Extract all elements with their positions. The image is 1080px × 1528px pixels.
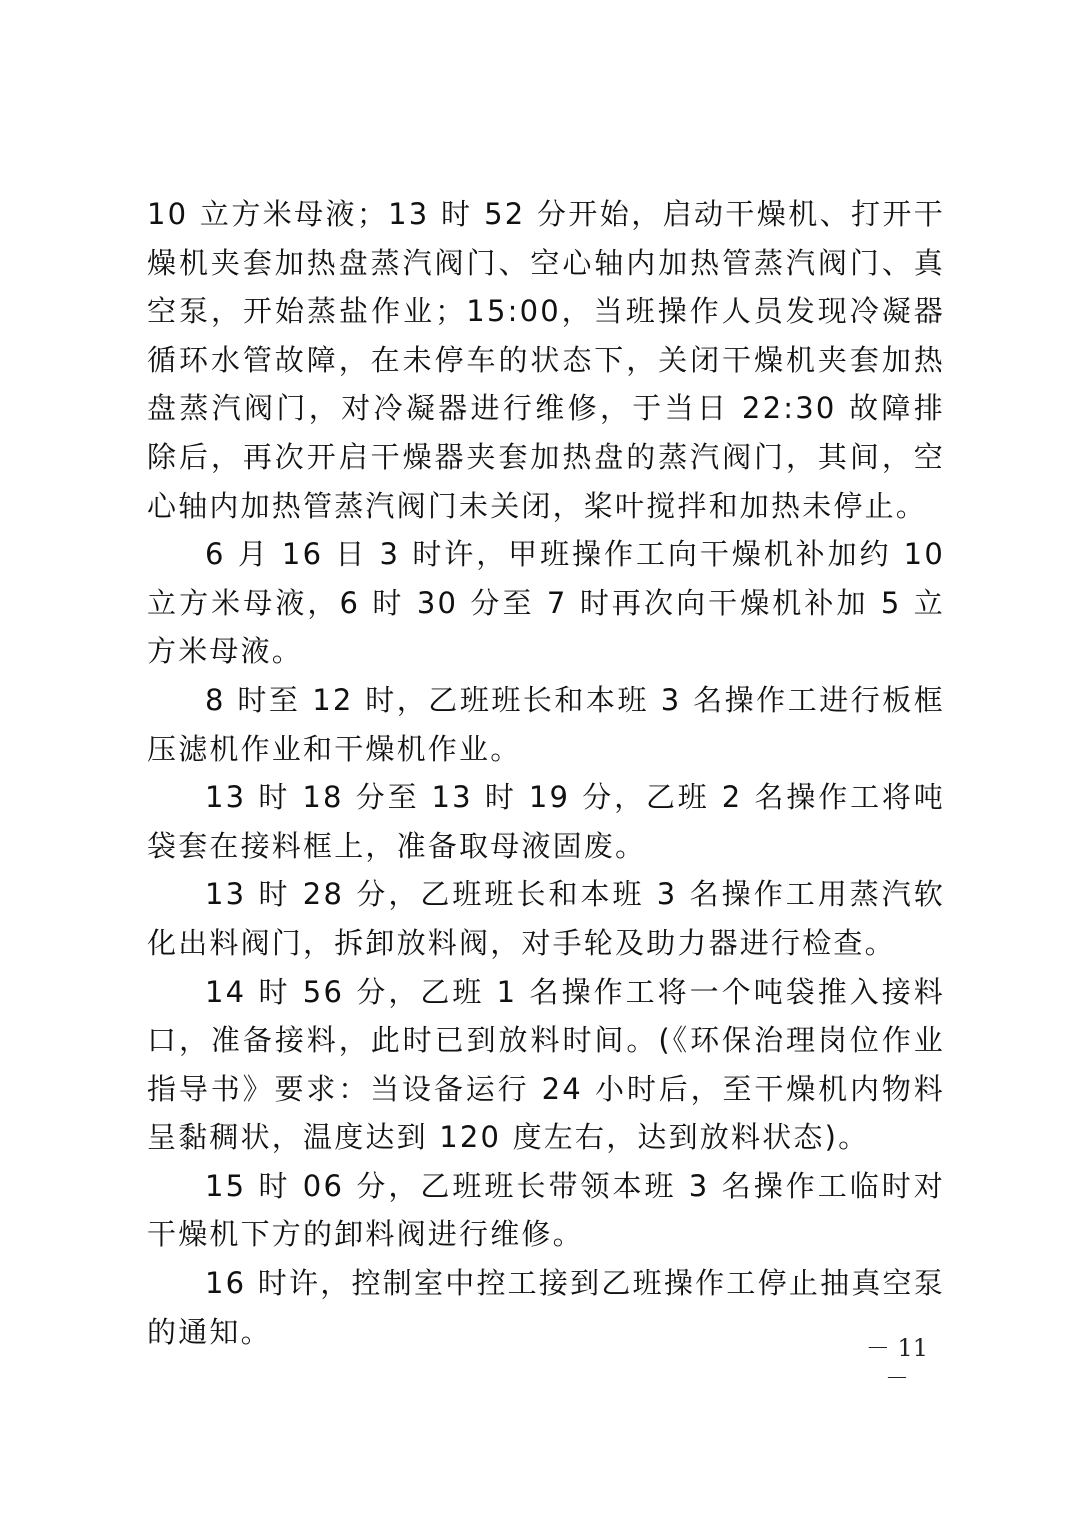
paragraph: 8 时至 12 时，乙班班长和本班 3 名操作工进行板框压滤机作业和干燥机作业。: [147, 682, 945, 766]
paragraph: 13 时 28 分，乙班班长和本班 3 名操作工用蒸汽软化出料阀门，拆卸放料阀，对手轮及助力器进行检查。: [147, 877, 945, 960]
body-text: [147, 190, 945, 1356]
page-number: － 11 －: [865, 1334, 929, 1392]
paragraph: 16 时许，控制室中控工接到乙班操作工停止抽真空泵的通知。: [147, 1266, 945, 1349]
paragraph: 15 时 06 分，乙班班长带领本班 3 名操作工临时对干燥机下方的卸料阀进行维修。: [147, 1168, 945, 1252]
paragraph: 14 时 56 分，乙班 1 名操作工将一个吨袋推入接料口，准备接料，此时已到放料时间。(《环保治理岗位作业指导书》要求：当设备运行 24 小时后，至干燥机内物料呈黏稠状，温度达到 120 度左右，达到放料状态)。: [147, 974, 945, 1155]
paragraph: 6 月 16 日 3 时许，甲班操作工向干燥机补加约 10 立方米母液，6 时 30 分至 7 时再次向干燥机补加 5 立方米母液。: [147, 537, 945, 669]
paragraph-continued: 10 立方米母液；13 时 52 分开始，启动干燥机、打开干燥机夹套加热盘蒸汽阀门、空心轴内加热管蒸汽阀门、真空泵，开始蒸盐作业；15:00，当班操作人员发现冷凝器循环水管故障，在未停车的状态下，关闭干燥机夹套加热盘蒸汽阀门，对冷凝器进行维修，于当日 22:30 故障排除后，再次开启干燥器夹套加热盘的蒸汽阀门，其间，空心轴内加热管蒸汽阀门未关闭，桨叶搅拌和加热未停止。: [147, 197, 945, 523]
paragraph: 13 时 18 分至 13 时 19 分，乙班 2 名操作工将吨袋套在接料框上，准备取母液固废。: [147, 780, 945, 863]
